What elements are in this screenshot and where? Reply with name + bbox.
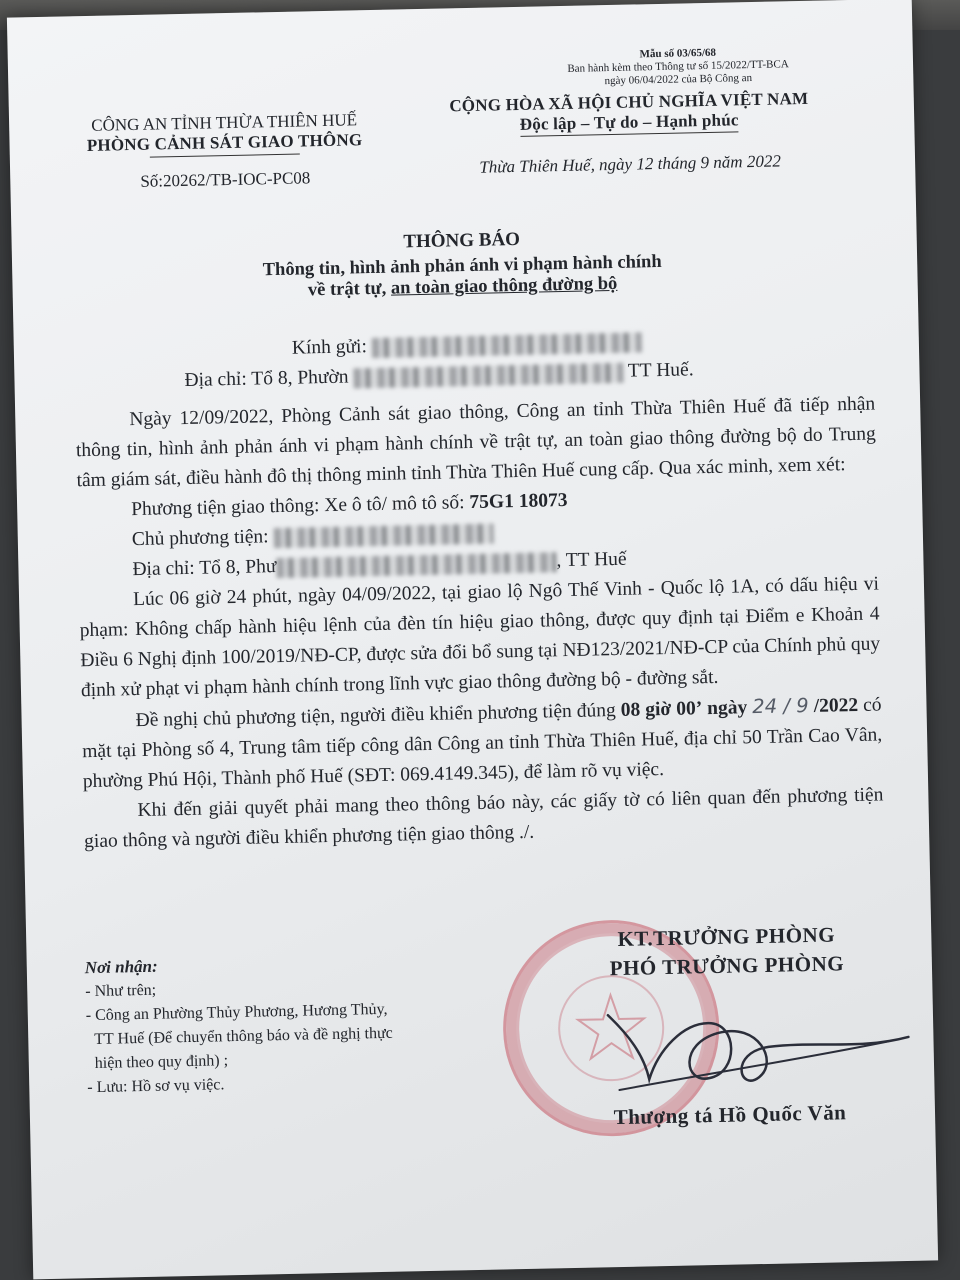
- document-number: Số:20262/TB-IOC-PC08: [140, 168, 311, 191]
- recipient-item: hiện theo quy định) ;: [94, 1052, 229, 1073]
- form-date: ngày 06/04/2022 của Bộ Công an: [604, 72, 753, 88]
- redacted-address: [353, 362, 623, 388]
- summons-details: có mặt tại Phòng số 4, Trung tâm tiếp công dân Công an tỉnh Thừa Thiên Huế, địa chỉ 50 Trần Cao Vân, phường Phú Hội, Thành phố Huế (SĐT: 069.4149.345), để làm rõ vụ việc.: [82, 694, 883, 793]
- addressee-address-suffix: TT Huế.: [627, 359, 694, 382]
- recipient-item: - Công an Phường Thủy Phương, Hương Thủy,: [85, 1000, 388, 1025]
- redacted-name: [372, 332, 642, 358]
- notice-document: [7, 0, 938, 1279]
- signer-title-1: KT.TRƯỞNG PHÒNG: [617, 922, 836, 952]
- addressee-block: [184, 322, 835, 396]
- recipient-item: - Lưu: Hồ sơ vụ việc.: [87, 1076, 225, 1097]
- summons-day-label: ngày: [706, 697, 748, 720]
- notice-title-block: [52, 222, 873, 307]
- recipient-item: - Như trên;: [85, 981, 157, 1001]
- national-header-block: [404, 88, 856, 179]
- signer-title-2: PHÓ TRƯỞNG PHÒNG: [609, 951, 845, 981]
- issuing-agency-block: [39, 109, 411, 194]
- addressee-label: Kính gửi:: [291, 336, 368, 359]
- form-circular: Ban hành kèm theo Thông tư số 15/2022/TT-BCA: [567, 58, 789, 75]
- owner-label: Chủ phương tiện:: [131, 526, 274, 551]
- form-number: Mẫu số 03/65/68: [639, 46, 717, 61]
- handwritten-date: 24 / 9: [752, 693, 809, 719]
- redacted-owner-address: [276, 552, 556, 578]
- addressee-address-label: Địa chỉ: Tổ 8, Phườn: [184, 366, 349, 391]
- owner-address-label: Địa chỉ: Tổ 8, Phư: [132, 556, 277, 581]
- subtitle-prefix: về trật tự,: [307, 278, 392, 301]
- form-note: [513, 44, 844, 90]
- signer-name: Thượng tá Hồ Quốc Văn: [613, 1100, 847, 1130]
- recipient-item: TT Huế (Để chuyển thông báo và đề nghị thực: [94, 1024, 393, 1049]
- license-plate: 75G1 18073: [469, 489, 568, 514]
- agency-name: CÔNG AN TỈNH THỪA THIÊN HUẾ: [91, 110, 358, 135]
- summons-intro: Đề nghị chủ phương tiện, người điều khiển phương tiện đúng: [135, 699, 621, 732]
- recipients-label: Nơi nhận:: [84, 956, 158, 978]
- paragraph-received: Ngày 12/09/2022, Phòng Cảnh sát giao thông, Công an tỉnh Thừa Thiên Huế đã tiếp nhận thông tin, hình ảnh phản ánh vi phạm hành chính về trật tự, an toàn giao thông đường bộ do Trung tâm giám sát, điều hành đô thị thông minh tỉnh Thừa Thiên Huế cung cấp. Qua xác minh, xem xét:: [75, 393, 877, 492]
- place-and-date: Thừa Thiên Huế, ngày 12 tháng 9 năm 2022: [479, 151, 782, 177]
- notice-body: [75, 390, 884, 858]
- summons-time: 08 giờ 00’: [620, 698, 703, 721]
- paragraph-summons: [81, 689, 883, 797]
- vehicle-label: Phương tiện giao thông: Xe ô tô/ mô tô số:: [130, 492, 470, 521]
- summons-year: /2022: [813, 694, 859, 717]
- notice-title: THÔNG BÁO: [403, 228, 521, 253]
- paragraph-violation: Lúc 06 giờ 24 phút, ngày 04/09/2022, tại giao lộ Ngô Thế Vinh - Quốc lộ 1A, có dấu hiệu vi phạm: Không chấp hành hiệu lệnh của đèn tín hiệu giao thông, được quy định tại Điểm e Khoản 4 Điều 6 Nghị định 100/2019/NĐ-CP, được sửa đổi bổ sung tại NĐ123/2021/NĐ-CP của Chính phủ quy định xử phạt vi phạm hành chính trong lĩnh vực giao thông đường bộ - đường sắt.: [79, 573, 881, 702]
- paragraph-requirements: Khi đến giải quyết phải mang theo thông báo này, các giấy tờ có liên quan đến phương tiện giao thông và người điều khiển phương tiện giao thông ./.: [83, 784, 884, 853]
- nation-name: CỘNG HÒA XÃ HỘI CHỦ NGHĨA VIỆT NAM: [449, 88, 809, 116]
- national-motto: Độc lập – Tự do – Hạnh phúc: [520, 110, 739, 137]
- department-name: PHÒNG CẢNH SÁT GIAO THÔNG: [86, 130, 363, 155]
- subtitle-underlined: an toàn giao thông đường bộ: [390, 273, 618, 299]
- signature-block: [546, 921, 910, 1131]
- notice-subtitle-line1: Thông tin, hình ảnh phản ánh vi phạm hành chính: [262, 251, 662, 281]
- recipients-block: [85, 947, 508, 1100]
- owner-address-suffix: , TT Huế: [556, 548, 627, 572]
- redacted-owner: [273, 523, 493, 548]
